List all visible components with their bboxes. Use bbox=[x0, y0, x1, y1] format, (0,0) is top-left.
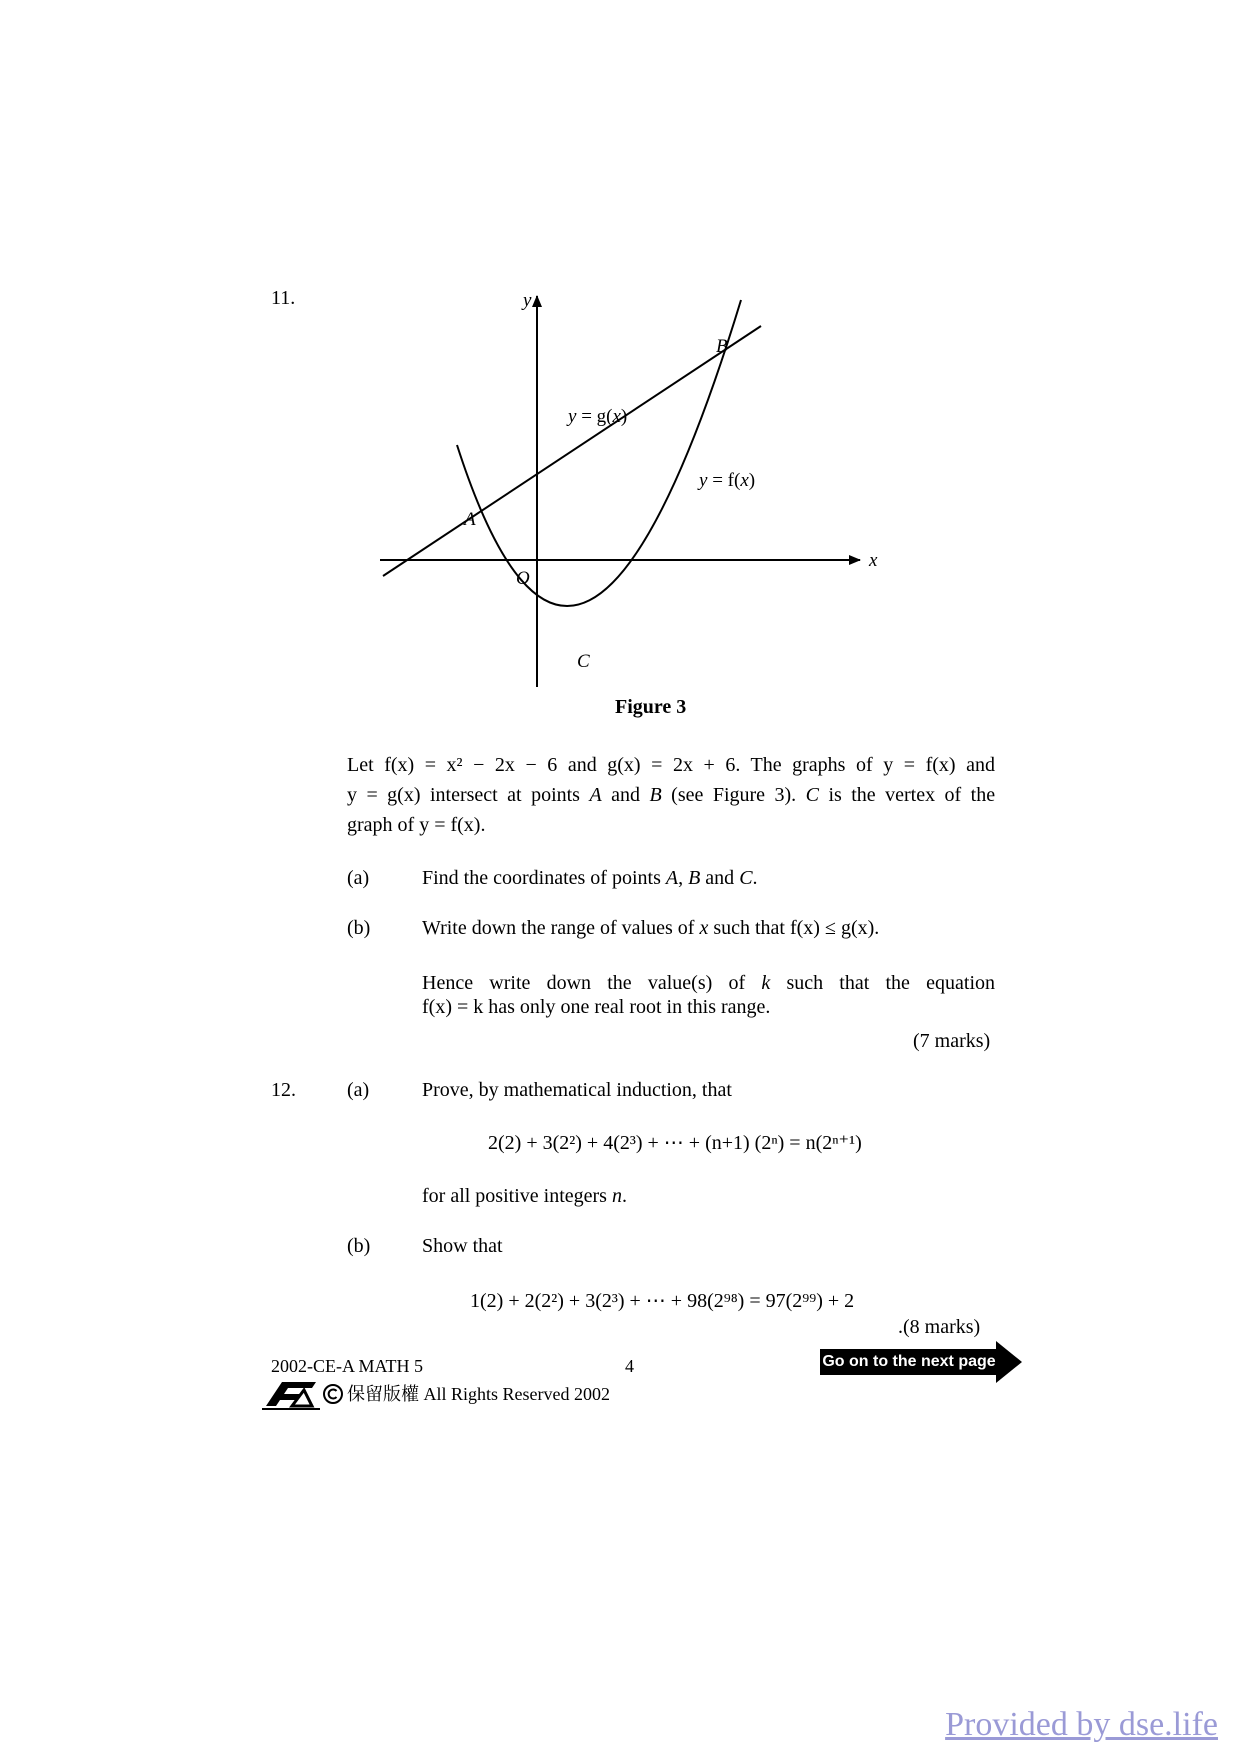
q11-part-b-text: Write down the range of values of x such that f(x) ≤ g(x). bbox=[422, 917, 880, 939]
q12-part-b-text: Show that bbox=[422, 1235, 503, 1257]
q12-part-a-text: Prove, by mathematical induction, that bbox=[422, 1079, 732, 1101]
q12-induction-formula: 2(2) + 3(2²) + 4(2³) + ⋯ + (n+1) (2ⁿ) = n(2ⁿ⁺¹) bbox=[488, 1132, 862, 1154]
q12-part-b-label: (b) bbox=[347, 1235, 371, 1257]
watermark-link[interactable]: Provided by dse.life bbox=[945, 1706, 1218, 1743]
next-page-arrow bbox=[820, 1345, 1022, 1379]
label-f: y = f(x) bbox=[699, 470, 756, 491]
q11-marks: (7 marks) bbox=[913, 1030, 991, 1052]
question-number-12: 12. bbox=[271, 1079, 296, 1101]
inequality: f(x) ≤ g(x) bbox=[789, 917, 875, 939]
figure-3-graph bbox=[380, 290, 900, 710]
q12-part-a-for-all: for all positive integers n. bbox=[422, 1185, 627, 1207]
q11-part-a-label: (a) bbox=[347, 867, 370, 889]
copyright-icon bbox=[322, 1383, 344, 1410]
line-g bbox=[383, 326, 761, 576]
paper-code: 2002-CE-A MATH 5 bbox=[271, 1356, 423, 1376]
figure-caption: Figure 3 bbox=[615, 696, 687, 718]
q11-part-b-label: (b) bbox=[347, 917, 371, 939]
q11-intro bbox=[347, 750, 995, 840]
f-definition: f(x) = x² − 2x − 6 bbox=[384, 754, 558, 776]
hence-line-1: Hence write down the value(s) of k such that the equation bbox=[422, 972, 995, 994]
q11-part-b-hence bbox=[422, 968, 995, 1022]
question-number-11: 11. bbox=[271, 287, 296, 309]
q11-part-a-text: Find the coordinates of points A, B and C. bbox=[422, 867, 758, 889]
point-c-label: C bbox=[577, 651, 590, 672]
y-axis-label: y bbox=[523, 290, 532, 311]
hkea-logo-icon bbox=[262, 1378, 320, 1412]
point-b-label: B bbox=[716, 336, 728, 357]
next-page-label: Go on to the next page bbox=[820, 1349, 998, 1375]
x-axis-label: x bbox=[869, 550, 878, 571]
origin-label: O bbox=[516, 568, 530, 589]
point-a-label: A bbox=[464, 509, 476, 530]
copyright-text: 保留版權 All Rights Reserved 2002 bbox=[347, 1384, 610, 1404]
q12-show-formula: 1(2) + 2(2²) + 3(2³) + ⋯ + 98(2⁹⁸) = 97(2⁹⁹) + 2 bbox=[470, 1290, 855, 1312]
g-definition: g(x) = 2x + 6 bbox=[607, 754, 736, 776]
q11-intro-line-2: y = g(x) intersect at points A and B (see Figure 3). C is the vertex of the bbox=[347, 784, 996, 806]
q11-intro-line-3: graph of y = f(x). bbox=[347, 814, 486, 836]
hence-line-2: f(x) = k has only one real root in this range. bbox=[422, 996, 771, 1018]
label-g: y = g(x) bbox=[568, 406, 628, 427]
q11-intro-line-1: Let f(x) = x² − 2x − 6 and g(x) = 2x + 6. The graphs of y = f(x) and bbox=[347, 754, 996, 776]
q12-marks: .(8 marks) bbox=[898, 1316, 981, 1338]
arrow-right-icon bbox=[996, 1341, 1022, 1383]
page-number: 4 bbox=[625, 1356, 634, 1376]
q12-part-a-label: (a) bbox=[347, 1079, 370, 1101]
